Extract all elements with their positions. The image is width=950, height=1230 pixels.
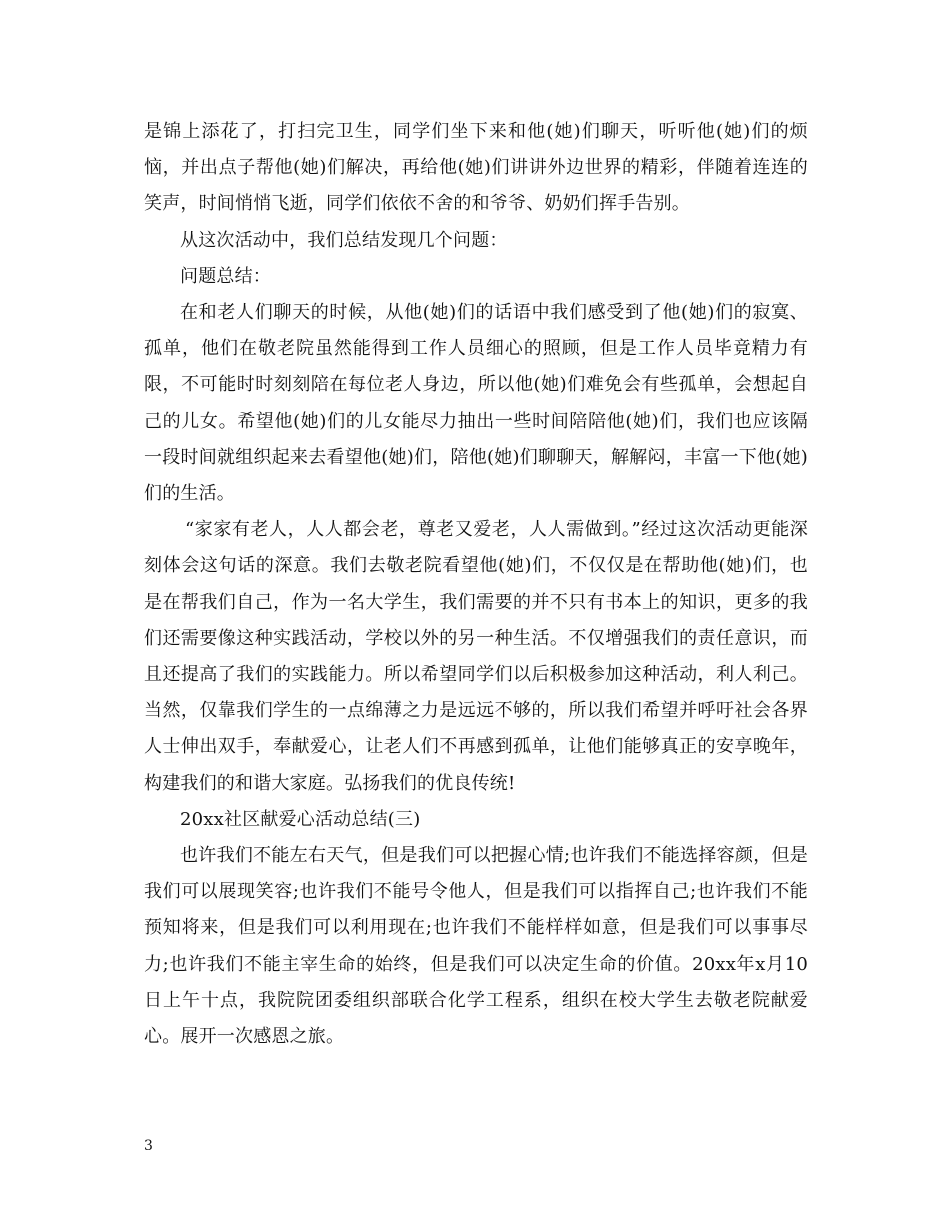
paragraph-quote-reflection: “家家有老人，人人都会老，尊老又爱老，人人需做到。”经过这次活动更能深刻体会这句话的深意。我们去敬老院看望他(她)们，不仅仅是在帮助他(她)们，也是在帮我们自己，作为一名大学生，我们需要的并不只有书本上的知识，更多的我们还需要像这种实践活动，学校以外的另一种生活。不仅增强我们的责任意识，而且还提高了我们的实践能力。所以希望同学们以后积极参加这种活动，利人利己。当然，仅靠我们学生的一点绵薄之力是远远不够的，所以我们希望并呼吁社会各界人士伸出双手，奉献爱心，让老人们不再感到孤单，让他们能够真正的安享晚年，构建我们的和谐大家庭。弘扬我们的优良传统! — [144, 519, 808, 794]
paragraph-elderly-loneliness: 在和老人们聊天的时候，从他(她)们的话语中我们感受到了他(她)们的寂寞、孤单，他们在敬老院虽然能得到工作人员细心的照顾，但是工作人员毕竟精力有限，不可能时时刻刻陪在每位老人身边，所以他(她)们难免会有些孤单，会想起自己的儿女。希望他(她)们的儿女能尽力抽出一些时间陪陪他(她)们，我们也应该隔一段时间就组织起来去看望他(她)们，陪他(她)们聊聊天，解解闷，丰富一下他(她)们的生活。 — [144, 302, 808, 505]
paragraph-gratitude-trip: 也许我们不能左右天气，但是我们可以把握心情;也许我们不能选择容颜，但是我们可以展现笑容;也许我们不能号令他人，但是我们可以指挥自己;也许我们不能预知将来，但是我们可以利用现在;也许我们不能样样如意，但是我们可以事事尽力;也许我们不能主宰生命的始终，但是我们可以决定生命的价值。20xx年x月10日上午十点，我院院团委组织部联合化学工程系，组织在校大学生去敬老院献爱心。展开一次感恩之旅。 — [144, 845, 808, 1048]
paragraph-problem-intro: 从这次活动中，我们总结发现几个问题： — [180, 229, 508, 251]
document-body — [144, 114, 808, 1055]
section-title-summary-three: 20xx社区献爱心活动总结(三) — [180, 808, 421, 830]
paragraph-heading-problem-summary: 问题总结： — [180, 265, 271, 287]
paragraph-continuation: 是锦上添花了，打扫完卫生，同学们坐下来和他(她)们聊天，听听他(她)们的烦恼，并出点子帮他(她)们解决，再给他(她)们讲讲外边世界的精彩，伴随着连连的笑声，时间悄悄飞逝，同学们依依不舍的和爷爷、奶奶们挥手告别。 — [144, 121, 808, 215]
page-number: 3 — [144, 1138, 153, 1154]
